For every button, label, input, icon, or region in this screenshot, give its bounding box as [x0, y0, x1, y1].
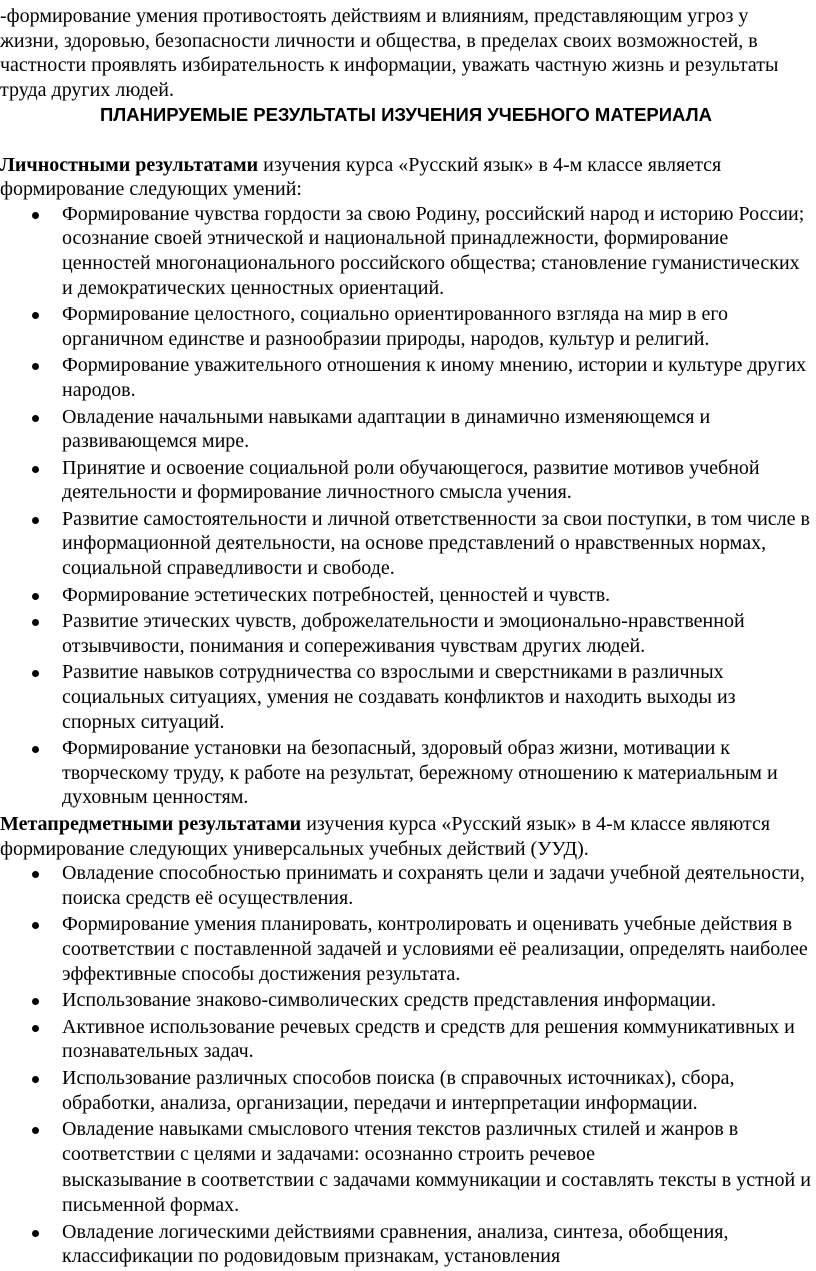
- list-item-text: Развитие этических чувств, доброжелательности и эмоционально-нравственной отзывчивости, понимания и сопереживания чувствам других людей.: [62, 610, 745, 657]
- list-item-text: Формирование умения планировать, контролировать и оценивать учебные действия в соответствии с поставленной задачей и условиями её реализации, определять наиболее эффективные способы достижения результата.: [62, 913, 808, 985]
- list-item: [0, 912, 812, 986]
- bullet-icon: [32, 871, 39, 878]
- personal-results-lead-bold: Личностными результатами: [0, 153, 259, 176]
- meta-results-lead: [0, 812, 812, 861]
- bullet-icon: [32, 746, 39, 753]
- list-item-text: Развитие навыков сотрудничества со взрослыми и сверстниками в различных социальных ситуациях, умения не создавать конфликтов и находить выходы из спорных ситуаций.: [62, 661, 736, 733]
- list-item-text: Использование знаково-символических средств представления информации.: [62, 989, 716, 1012]
- list-item: [0, 1220, 812, 1269]
- list-item-text: Формирование эстетических потребностей, ценностей и чувств.: [62, 583, 611, 606]
- list-item: [0, 736, 812, 810]
- intro-paragraph: -формирование умения противостоять действиям и влияниям, представляющим угроз у жизни, здоровью, безопасности личности и общества, в пределах своих возможностей, в частности проявлять избирательность к информации, уважать частную жизнь и результаты труда других людей.: [0, 5, 779, 101]
- list-item-text: Формирование чувства гордости за свою Родину, российский народ и историю России; осознание своей этнической и национальной принадлежности, формирование ценностей многонационального российского общества; становление гуманистических и демократических ценностных ориентаций.: [62, 202, 805, 299]
- bullet-icon: [32, 415, 39, 422]
- personal-results-lead-text: изучения курса «Русский язык» в 4-м классе является формирование следующих умений:: [0, 153, 722, 201]
- bullet-icon: [32, 922, 39, 929]
- list-item: [0, 609, 812, 658]
- list-item-text: Принятие и освоение социальной роли обучающегося, развитие мотивов учебной деятельности и формирование личностного смысла учения.: [62, 456, 760, 504]
- list-item-text: Развитие самостоятельности и личной ответственности за свои поступки, в том числе в информационной деятельности, на основе представлений о нравственных нормах, социальной справедливости и свободе.: [62, 507, 810, 580]
- bullet-icon: [32, 593, 39, 600]
- meta-results-list: [0, 861, 812, 1269]
- list-item: [0, 660, 812, 734]
- list-item: [0, 302, 812, 351]
- list-item-text: Активное использование речевых средств и средств для решения коммуникативных и познавательных задач.: [62, 1015, 795, 1063]
- personal-results-list: [0, 202, 812, 810]
- list-item-text: Формирование целостного, социально ориентированного взгляда на мир в его органичном единстве и разнообразии природы, народов, культур и религий.: [62, 303, 729, 350]
- list-item: [0, 1117, 812, 1166]
- list-item: [0, 1015, 812, 1064]
- blank-line: [0, 128, 812, 153]
- bullet-icon: [32, 619, 39, 626]
- section-heading: ПЛАНИРУЕМЫЕ РЕЗУЛЬТАТЫ ИЗУЧЕНИЯ УЧЕБНОГО МАТЕРИАЛА: [100, 104, 712, 126]
- list-item-text: Формирование установки на безопасный, здоровый образ жизни, мотивации к творческому труду, к работе на результат, бережному отношению к материальным и духовным ценностям.: [62, 737, 778, 809]
- list-item: [0, 456, 812, 505]
- bullet-icon: [32, 1230, 39, 1237]
- bullet-icon: [32, 1127, 39, 1134]
- list-item: [0, 861, 812, 910]
- bullet-icon: [32, 998, 39, 1005]
- bullet-icon: [32, 1025, 39, 1032]
- list-item-text: Овладение навыками смыслового чтения текстов различных стилей и жанров в соответствии с целями и задачами: осознанно строить речевое: [62, 1118, 739, 1165]
- personal-results-lead: [0, 153, 812, 202]
- list-item: [0, 507, 812, 581]
- list-item: [0, 583, 812, 608]
- list-item-text: Овладение логическими действиями сравнения, анализа, синтеза, обобщения, классификации по родовидовым признакам, установления: [62, 1220, 729, 1268]
- list-item-continuation: [0, 1168, 812, 1217]
- meta-results-lead-bold: Метапредметными результатами: [0, 813, 302, 835]
- list-item: [0, 405, 812, 454]
- bullet-icon: [32, 212, 39, 219]
- list-item: [0, 202, 812, 300]
- bullet-icon: [32, 670, 39, 677]
- list-item-text: Использование различных способов поиска (в справочных источниках), сбора, обработки, анализа, организации, передачи и интерпретации информации.: [62, 1066, 735, 1114]
- list-item-text: Овладение начальными навыками адаптации в динамично изменяющемся и развивающемся мире.: [62, 405, 711, 453]
- bullet-icon: [32, 466, 39, 473]
- list-item-text: Формирование уважительного отношения к иному мнению, истории и культуре других народов.: [62, 354, 807, 401]
- bullet-icon: [32, 517, 39, 524]
- list-item: [0, 353, 812, 402]
- bullet-icon: [32, 363, 39, 370]
- list-item-text: высказывание в соответствии с задачами коммуникации и составлять тексты в устной и письменной формах.: [62, 1169, 811, 1216]
- list-item-text: Овладение способностью принимать и сохранять цели и задачи учебной деятельности, поиска средств её осуществления.: [62, 862, 805, 909]
- meta-results-lead-text: изучения курса «Русский язык» в 4-м классе являются формирование следующих универсальных учебных действий (УУД).: [0, 813, 771, 860]
- list-item: [0, 988, 812, 1013]
- bullet-icon: [32, 312, 39, 319]
- document-page: [0, 4, 812, 1271]
- bullet-icon: [32, 1076, 39, 1083]
- list-item: [0, 1066, 812, 1115]
